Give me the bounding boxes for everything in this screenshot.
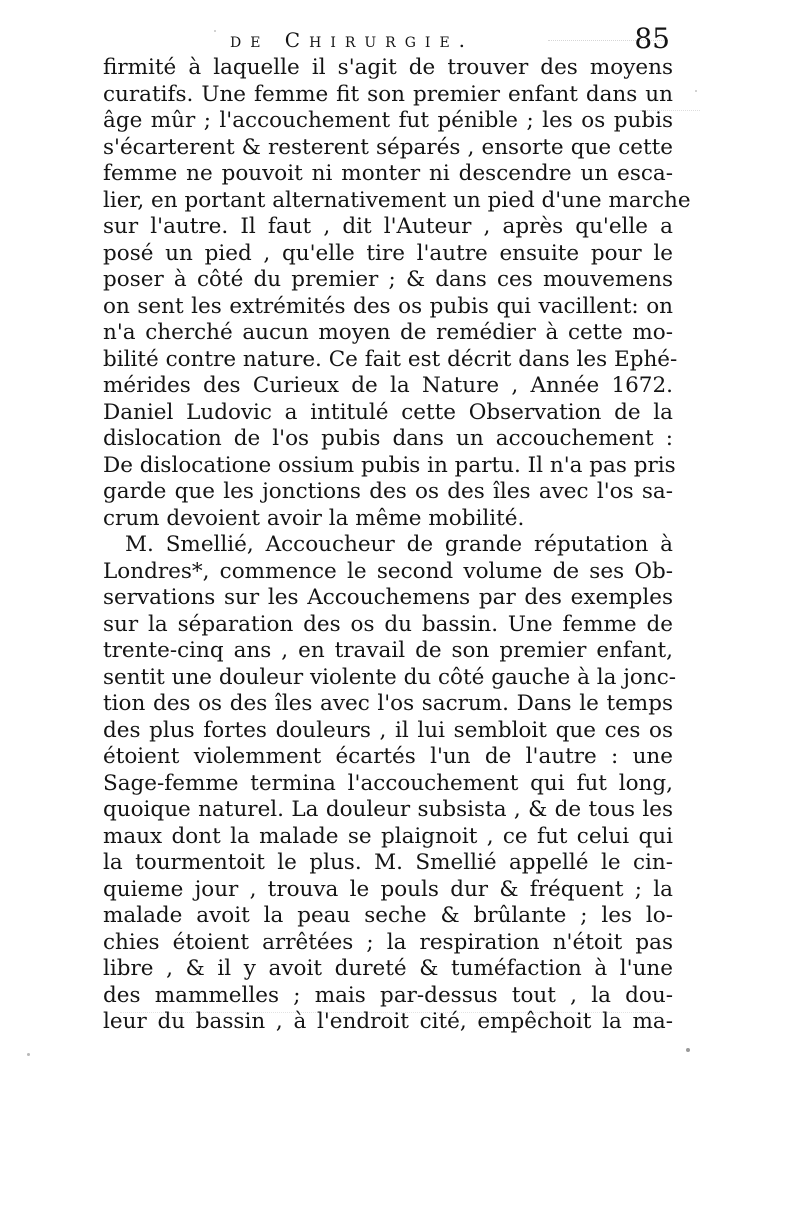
text-line: poser à côté du premier ; & dans ces mouvemens: [103, 267, 673, 292]
text-line: on sent les extrémités des os pubis qui vacillent: on: [103, 293, 673, 319]
text-line: garde que les jonctions des os des îles avec l'os sa-: [103, 479, 673, 504]
text-line: chies étoient arrêtées ; la respiration n'étoit pas: [103, 929, 673, 955]
text-line: firmité à laquelle il s'agit de trouver des moyens: [103, 55, 673, 80]
text-line: quoique naturel. La douleur subsista , & de tous les: [103, 797, 673, 822]
text-line: malade avoit la peau seche & brûlante ; les lo-: [103, 903, 673, 928]
text-line: Daniel Ludovic a intitulé cette Observation de la: [103, 399, 673, 425]
page-number: 85: [634, 22, 670, 55]
text-line: trente-cinq ans , en travail de son premier enfant,: [103, 638, 673, 663]
body-text: [103, 55, 691, 1036]
text-line: servations sur les Accouchemens par des exemples: [103, 585, 673, 610]
text-line: n'a cherché aucun moyen de remédier à cette mo-: [103, 320, 673, 345]
text-line: lier, en portant alternativement un pied d'une marche: [103, 187, 691, 213]
text-line: s'écarterent & resterent séparés , ensorte que cette: [103, 134, 673, 160]
text-line: libre , & il y avoit dureté & tuméfaction à l'une: [103, 956, 673, 981]
text-line: mérides des Curieux de la Nature , Année 1672.: [103, 373, 673, 398]
text-line: quieme jour , trouva le pouls dur & fréquent ; la: [103, 876, 673, 902]
text-line: maux dont la malade se plaignoit , ce fut celui qui: [103, 823, 673, 849]
dust-speck: [695, 90, 697, 92]
running-title: de Chirurgie.: [230, 28, 475, 52]
text-line: Londres*, commence le second volume de ses Ob-: [103, 558, 673, 584]
text-line: femme ne pouvoit ni monter ni descendre un esca-: [103, 161, 673, 186]
text-line: sur l'autre. Il faut , dit l'Auteur , après qu'elle a: [103, 214, 673, 239]
text-line: âge mûr ; l'accouchement fut pénible ; les os pubis: [103, 108, 673, 133]
text-line: tion des os des îles avec l'os sacrum. Dans le temps: [103, 691, 673, 716]
text-line: crum devoient avoir la même mobilité.: [103, 505, 525, 531]
text-line: Sage-femme termina l'accouchement qui fut long,: [103, 770, 673, 796]
text-line: sur la séparation des os du bassin. Une femme de: [103, 611, 673, 637]
text-line: sentit une douleur violente du côté gauche à la jonc-: [103, 664, 677, 690]
text-line: bilité contre nature. Ce fait est décrit dans les Ephé-: [103, 346, 678, 372]
text-line: curatifs. Une femme fit son premier enfant dans un: [103, 81, 673, 107]
text-line: De dislocatione ossium pubis in partu. Il n'a pas pris: [103, 452, 676, 478]
text-line: posé un pied , qu'elle tire l'autre ensuite pour le: [103, 240, 673, 266]
text-line: des plus fortes douleurs , il lui sembloit que ces os: [103, 717, 673, 743]
dust-speck: [686, 1048, 690, 1052]
text-line: M. Smellié, Accoucheur de grande réputation à: [125, 532, 673, 557]
dust-speck: [27, 1053, 30, 1056]
text-line: étoient violemment écartés l'un de l'autre : une: [103, 744, 673, 769]
text-line: dislocation de l'os pubis dans un accouchement :: [103, 426, 673, 451]
text-line: la tourmentoit le plus. M. Smellié appellé le cin-: [103, 850, 673, 875]
text-line: des mammelles ; mais par-dessus tout , la dou-: [103, 982, 673, 1008]
text-line: leur du bassin , à l'endroit cité, empêchoit la ma-: [103, 1009, 673, 1034]
